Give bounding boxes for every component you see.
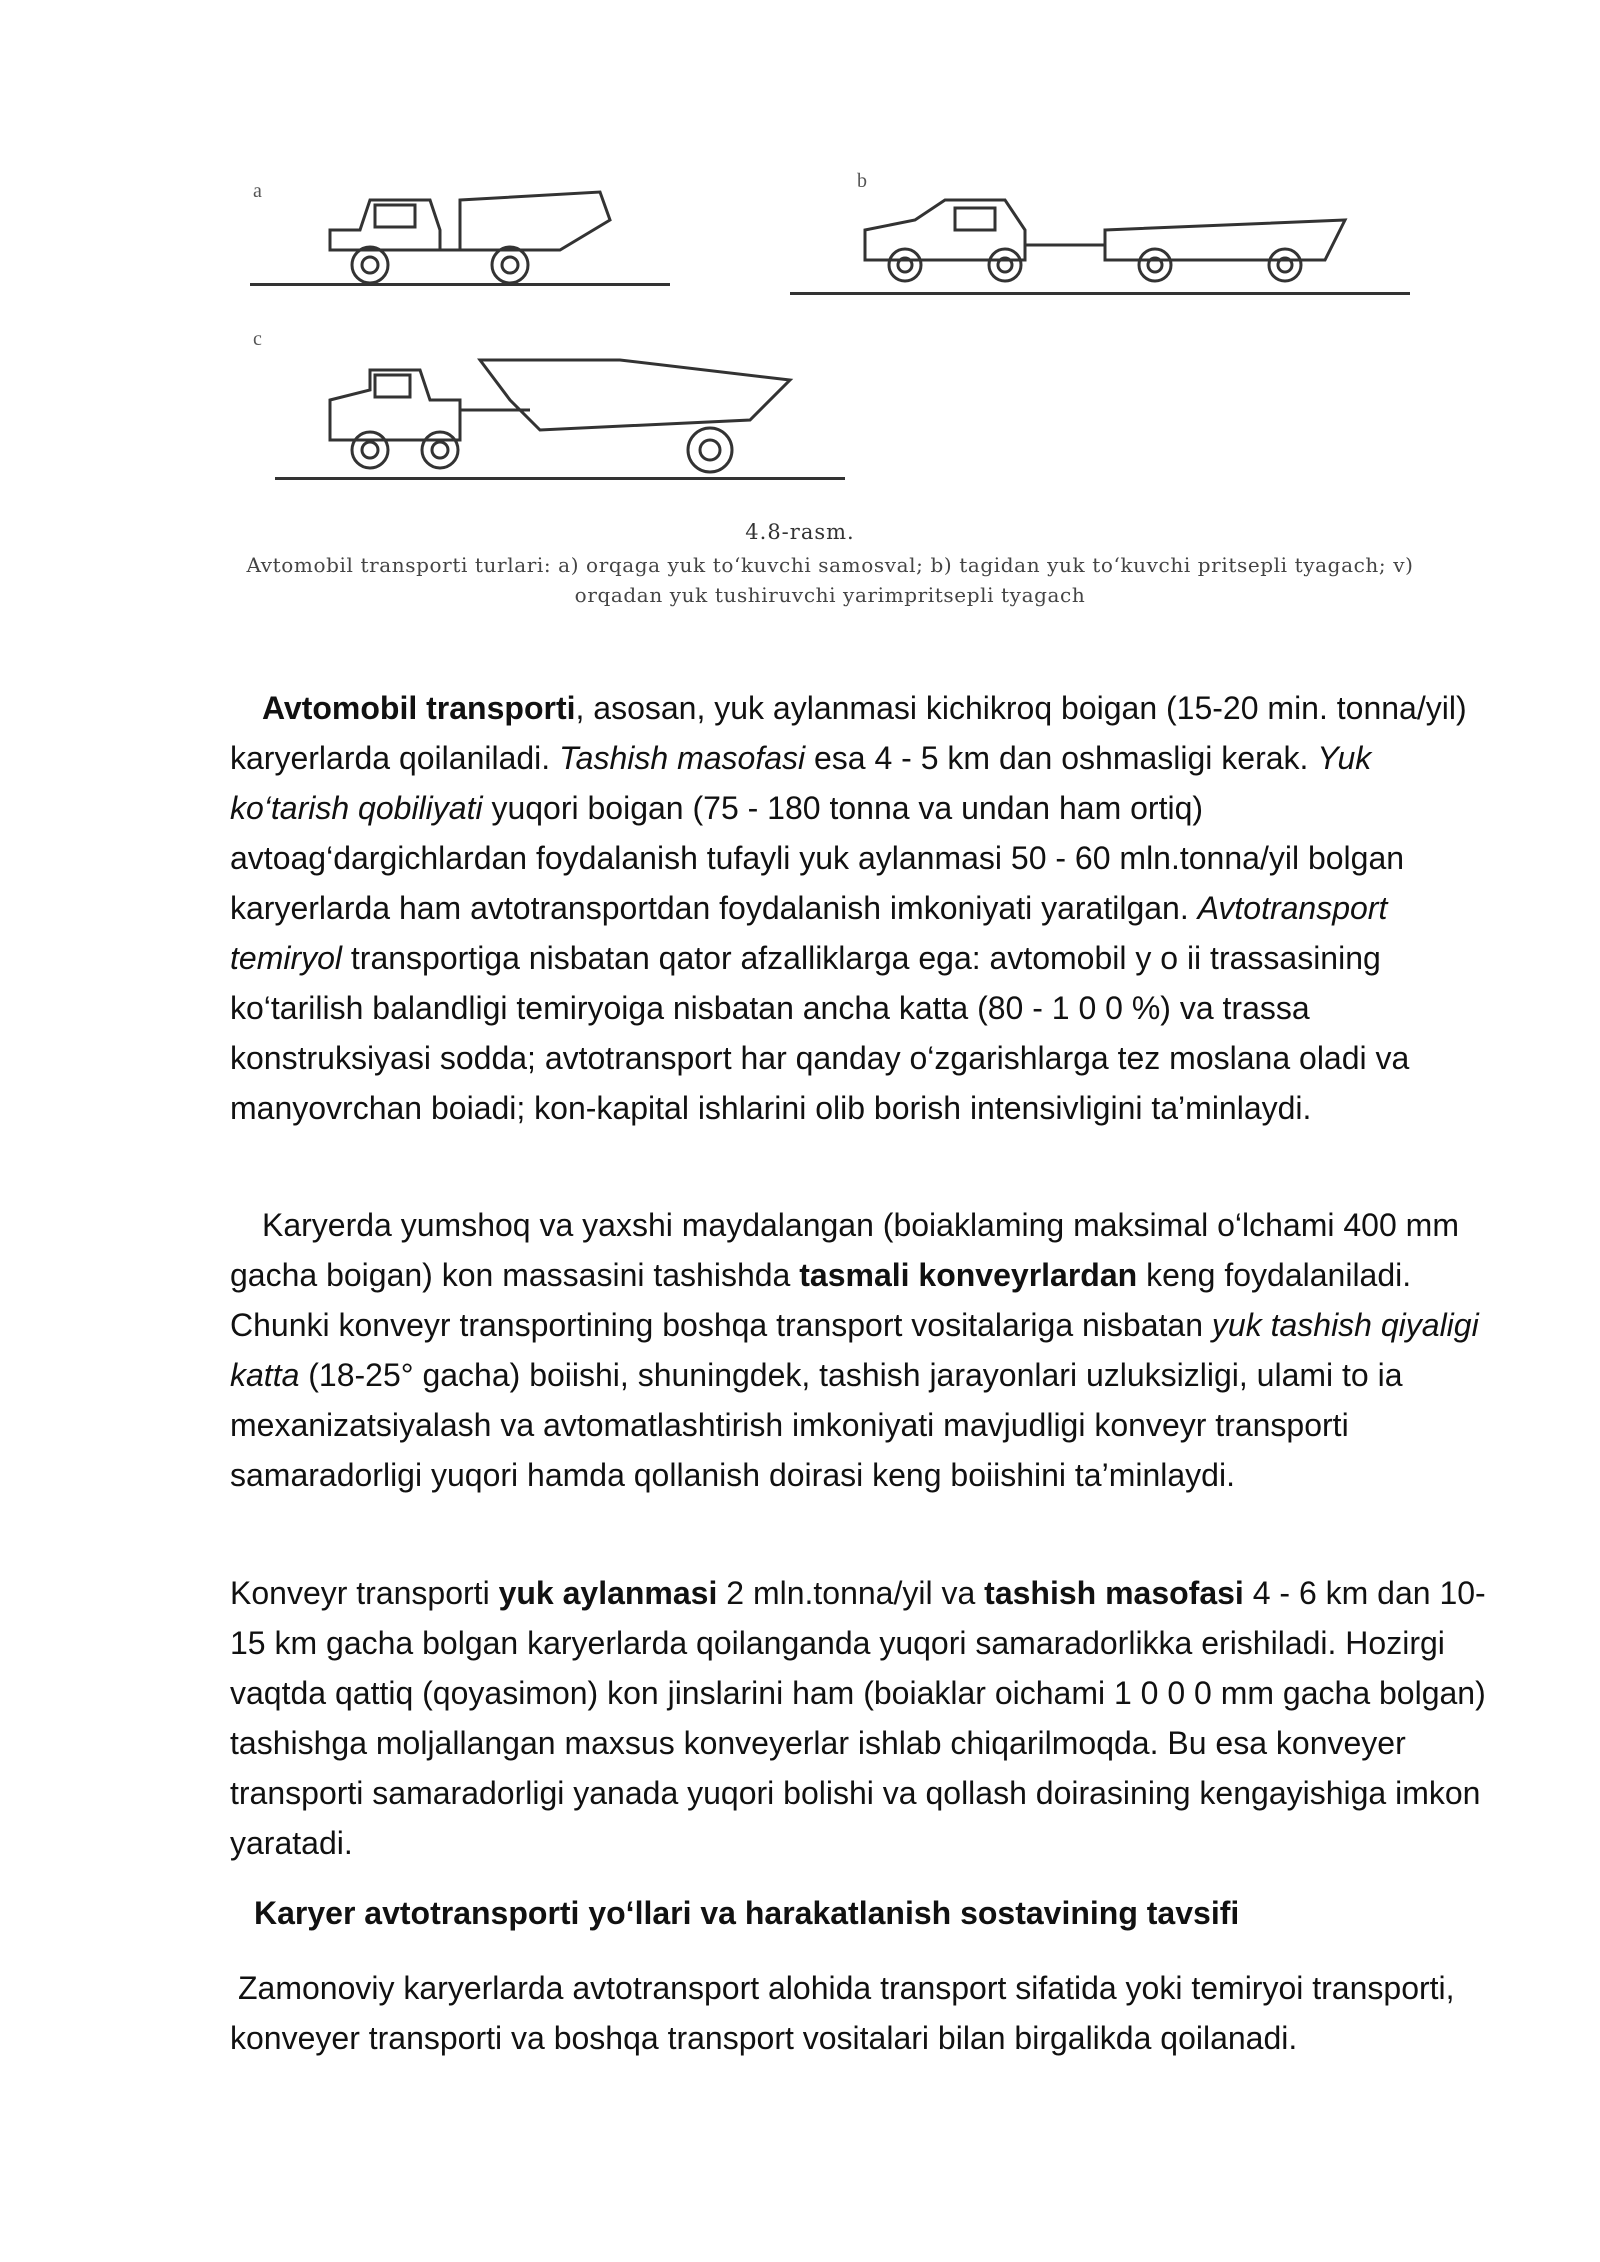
paragraph-1 [230,683,1490,1133]
term-italic: Avtotransport temiryol [230,890,1388,976]
paragraph-4 [230,1963,1490,2063]
dump-truck-drawing [310,180,630,290]
figure-label-a: a [253,180,262,202]
ground-line [250,283,670,286]
section-heading-text: Karyer avtotransporti yo‘llari va harakatlanish sostavining tavsifi [254,1895,1240,1931]
section-heading [230,1888,1490,1938]
term-bold: tashish masofasi [984,1575,1244,1611]
tractor-trailer-drawing [855,190,1365,290]
paragraph-text: yuqori boigan (75 - 180 tonna va undan ham ortiq) avtoag‘dargichlardan foydalanish tufayli yuk aylanmasi 50 - 60 mln.tonna/yil bolgan karyerlarda ham avtotransportdan foydalanish imkoniyati yaratilgan. [230,790,1405,926]
figure-caption: Avtomobil transporti turlari: a) orqaga yuk to‘kuvchi samosval; b) tagidan yuk to‘kuvchi pritsepli tyagach; v) orqadan yuk tushiruvchi yarimpritsepli tyagach [246,553,1414,607]
paragraph-3 [230,1568,1490,1868]
figure-number: 4.8-rasm. [745,520,855,544]
term-italic: Yuk ko‘tarish qobiliyati [230,740,1372,826]
term-bold: yuk aylanmasi [498,1575,718,1611]
paragraph-text: 2 mln.tonna/yil va [717,1575,985,1611]
paragraph-2 [230,1200,1490,1500]
paragraph-text: Konveyr transporti [230,1575,499,1611]
term-bold: tasmali konveyrlardan [799,1257,1138,1293]
paragraph-text: keng foydalaniladi. Chunki konveyr transportining boshqa transport vositalariga nisbatan [230,1257,1412,1343]
term-italic: yuk tashish qiyaligi katta [230,1307,1479,1393]
term-italic: Tashish masofasi [559,740,806,776]
paragraph-text: transportiga nisbatan qator afzalliklarga ega: avtomobil y o ii trassasining ko‘tarilish balandligi temiryoiga nisbatan ancha katta (80 - 1 0 0 %) va trassa konstruksiyasi sodda; avtotransport har qanday o‘zgarishlarga tez moslana oladi va manyovrchan boiadi; kon-kapital ishlarini olib borish intensivligini ta’minlaydi. [230,940,1410,1126]
paragraph-text: (18-25° gacha) boiishi, shuningdek, tashish jarayonlari uzluksizligi, ulami to ia mexanizatsiyalash va avtomatlashtirish imkoniyati mavjudligi konveyr transporti samaradorligi yuqori hamda qollanish doirasi keng boiishini ta’minlaydi. [230,1357,1403,1493]
paragraph-text: , asosan, yuk aylanmasi kichikroq boigan (15-20 min. tonna/yil) karyerlarda qoilaniladi. [230,690,1467,776]
figure-label-c: c [253,328,262,350]
ground-line [790,292,1410,295]
ground-line [275,477,845,480]
paragraph-text: 4 - 6 km dan 10-15 km gacha bolgan karyerlarda qoilanganda yuqori samaradorlikka erishiladi. Hozirgi vaqtda qattiq (qoyasimon) kon jinslarini ham (boiaklar oichami 1 0 0 0 mm gacha bolgan) tashishga moljallangan maxsus konveyerlar ishlab chiqarilmoqda. Bu esa konveyer transporti samaradorligi yanada yuqori bolishi va qollash doirasining kengayishiga imkon yaratadi. [230,1575,1486,1861]
paragraph-text: Zamonoviy karyerlarda avtotransport alohida transport sifatida yoki temiryoi transporti, konveyer transporti va boshqa transport vositalari bilan birgalikda qoilanadi. [230,1970,1455,2056]
paragraph-text: esa 4 - 5 km dan oshmasligi kerak. [805,740,1318,776]
figure-label-b: b [857,170,867,192]
semi-trailer-truck-drawing [310,340,810,480]
paragraph-text: Karyerda yumshoq va yaxshi maydalangan (boiaklaming maksimal o‘lchami 400 mm gacha boigan) kon massasini tashishda [230,1207,1459,1293]
term-bold: Avtomobil transporti [262,690,576,726]
